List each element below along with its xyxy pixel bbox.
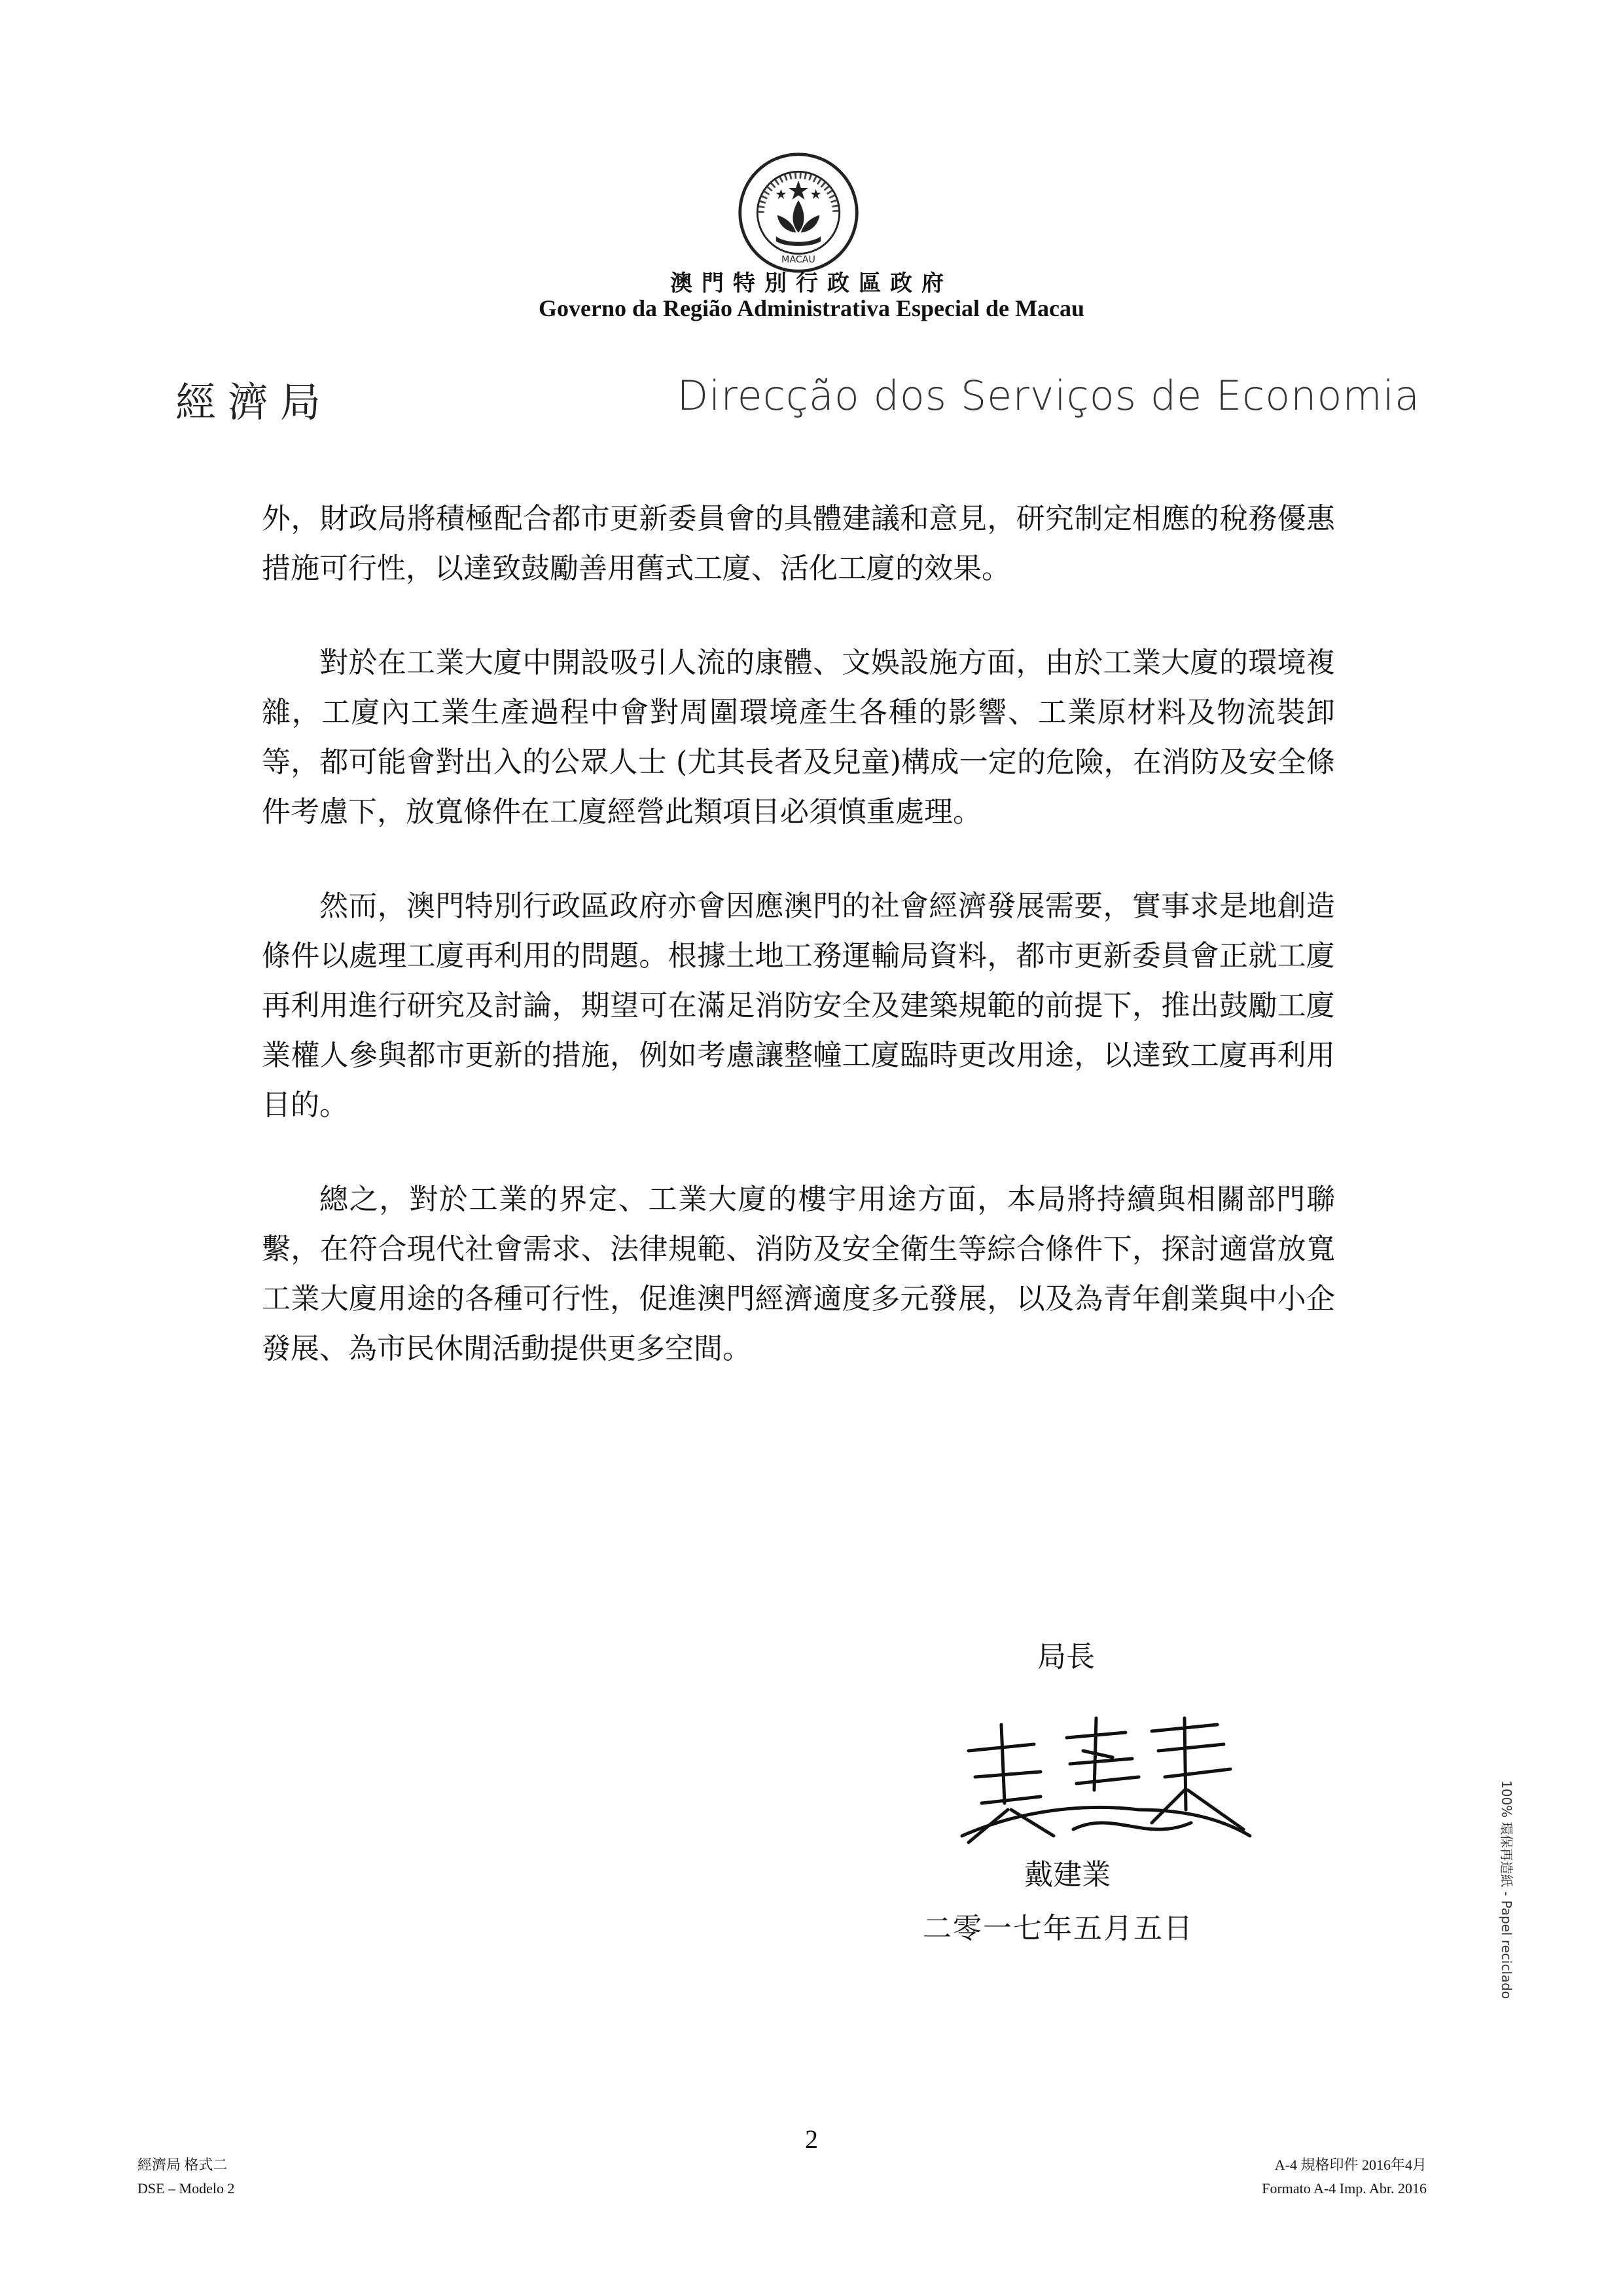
paragraph: 外，財政局將積極配合都市更新委員會的具體建議和意見，研究制定相應的稅務優惠措施可行性，以達致鼓勵善用舊式工廈、活化工廈的效果。 (262, 502, 1335, 585)
emblem-text: MACAU (781, 255, 815, 265)
government-name-pt: Governo da Região Administrativa Especial de Macau (539, 295, 1084, 321)
macau-emblem-icon (736, 151, 861, 275)
print-format-zh: A-4 規格印件 2016年4月 (1274, 2157, 1427, 2173)
print-format (1262, 2153, 1427, 2200)
signer-title: 局長 (1037, 1640, 1095, 1674)
paragraph: 然而，澳門特別行政區政府亦會因應澳門的社會經濟發展需要，實事求是地創造條件以處理工廈再利用的問題。根據土地工務運輸局資料，都市更新委員會正就工廈再利用進行研究及討論，期望可在滿足消防安全及建築規範的前提下，推出鼓勵工廈業權人參與都市更新的措施，例如考慮讓整幢工廈臨時更改用途，以達致工廈再利用目的。 (262, 889, 1335, 1122)
letter-body (262, 494, 1335, 1418)
form-id-zh: 經濟局 格式二 (137, 2157, 228, 2173)
form-identifier (137, 2153, 235, 2200)
government-name-zh: 澳門特別行政區政府 (670, 270, 953, 296)
signer-name: 戴建業 (1024, 1858, 1111, 1892)
department-name-zh: 經濟局 (175, 378, 333, 426)
signature-date: 二零一七年五月五日 (923, 1912, 1194, 1945)
paragraph: 總之，對於工業的界定、工業大廈的樓宇用途方面，本局將持續與相關部門聯繫，在符合現代社會需求、法律規範、消防及安全衛生等綜合條件下，探討適當放寬工業大廈用途的各種可行性，促進澳門經濟適度多元發展，以及為青年創業與中小企發展、為市民休閒活動提供更多空間。 (262, 1183, 1335, 1365)
paragraph: 對於在工業大廈中開設吸引人流的康體、文娛設施方面，由於工業大廈的環境複雜，工廈內工業生產過程中會對周圍環境產生各種的影響、工業原材料及物流裝卸等，都可能會對出入的公眾人士 (尤其長者及兒童)構成一定的危險，在消防及安全條件考慮下，放寬條件在工廈經營此類項目必須慎重處理。 (262, 646, 1335, 829)
page-number: 2 (805, 2125, 818, 2154)
print-format-pt: Formato A-4 Imp. Abr. 2016 (1262, 2180, 1427, 2197)
recycled-paper-note: 100% 環保再造紙 - Papel reciclado (1499, 1780, 1514, 2000)
form-id-pt: DSE – Modelo 2 (137, 2180, 235, 2197)
department-name-pt: Direcção dos Serviços de Economia (677, 372, 1420, 420)
